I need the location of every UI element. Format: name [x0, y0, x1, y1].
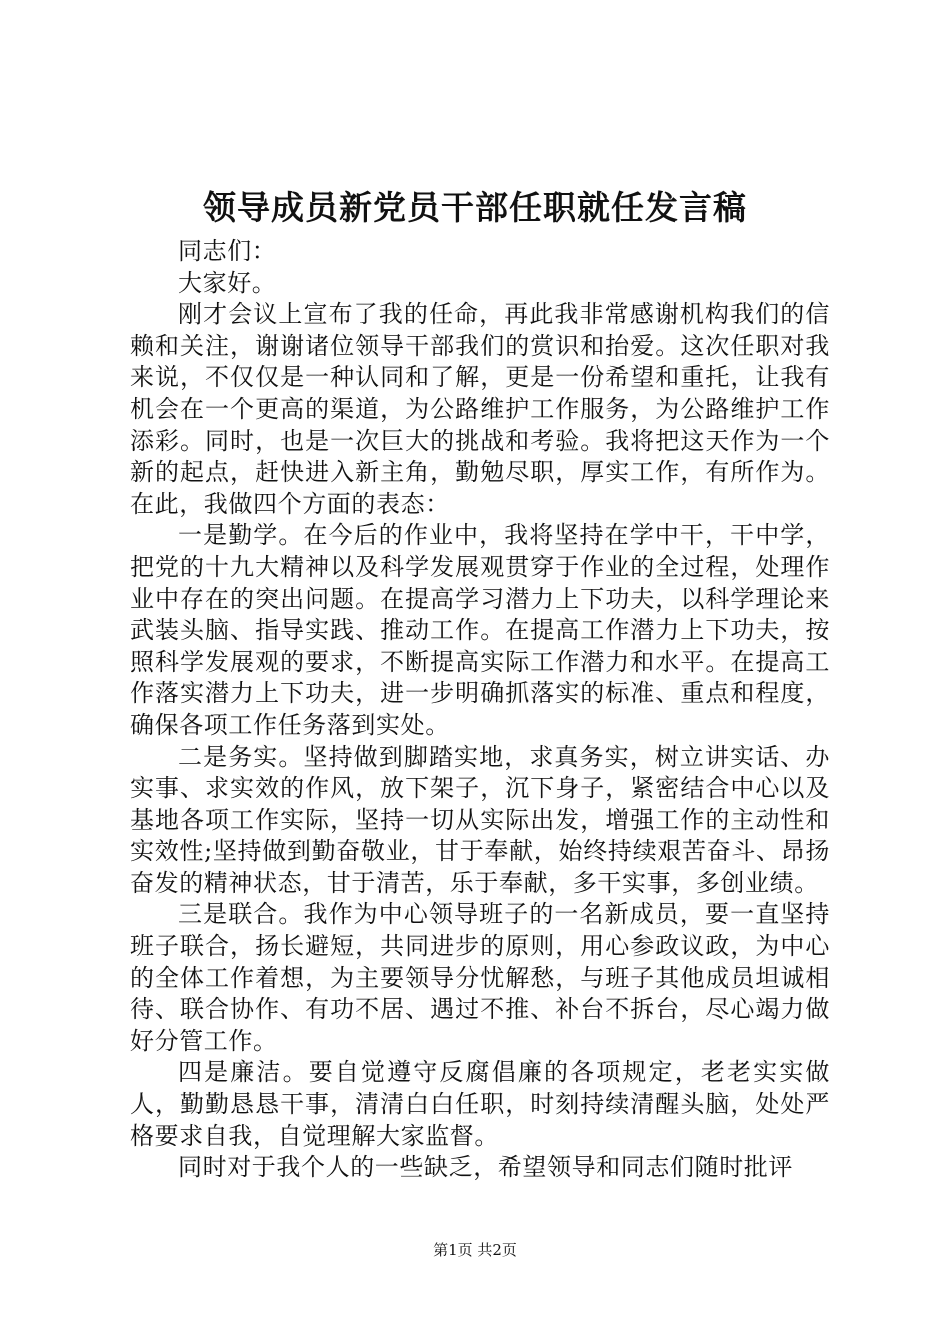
salutation: 同志们：	[178, 237, 277, 265]
paragraph-unity: 三是联合。我作为中心领导班子的一名新成员，要一直坚持班子联合，扬长避短，共同进步的原则，用心参政议政，为中心的全体工作着想，为主要领导分忧解愁，与班子其他成员坦诚相待、联合协作、有功不居、遇过不推、补台不拆台，尽心竭力做好分管工作。	[130, 900, 830, 1055]
paragraph-intro: 刚才会议上宣布了我的任命，再此我非常感谢机构我们的信赖和关注，谢谢诸位领导干部我们的赏识和抬爱。这次任职对我来说，不仅仅是一种认同和了解，更是一份希望和重托，让我有机会在一个更高的渠道，为公路维护工作服务，为公路维护工作添彩。同时，也是一次巨大的挑战和考验。我将把这天作为一个新的起点，赶快进入新主角，勤勉尽职，厚实工作，有所作为。在此，我做四个方面的表态：	[130, 300, 830, 518]
page-footer: 第1页 共2页	[433, 1241, 517, 1259]
paragraph-closing: 同时对于我个人的一些缺乏，希望领导和同志们随时批评	[178, 1153, 793, 1182]
greeting: 大家好。	[178, 268, 277, 297]
paragraph-diligent-study: 一是勤学。在今后的作业中，我将坚持在学中干，干中学，把党的十九大精神以及科学发展观贯穿于作业的全过程，处理作业中存在的突出问题。在提高学习潜力上下功夫，以科学理论来武装头脑、指导实践、推动工作。在提高工作潜力上下功夫，按照科学发展观的要求，不断提高实际工作潜力和水平。在提高工作落实潜力上下功夫，进一步明确抓落实的标准、重点和程度，确保各项工作任务落到实处。	[130, 521, 830, 739]
document-body	[130, 236, 830, 1184]
paragraph-pragmatism: 二是务实。坚持做到脚踏实地，求真务实，树立讲实话、办实事、求实效的作风，放下架子，沉下身子，紧密结合中心以及基地各项工作实际，坚持一切从实际出发，增强工作的主动性和实效性;坚持做到勤奋敬业，甘于奉献，始终持续艰苦奋斗、昂扬奋发的精神状态，甘于清苦，乐于奉献，多干实事，多创业绩。	[130, 742, 830, 897]
document-title: 领导成员新党员干部任职就任发言稿	[203, 188, 747, 227]
paragraph-integrity: 四是廉洁。要自觉遵守反腐倡廉的各项规定，老老实实做人，勤勤恳恳干事，清清白白任职，时刻持续清醒头脑，处处严格要求自我，自觉理解大家监督。	[130, 1058, 830, 1150]
